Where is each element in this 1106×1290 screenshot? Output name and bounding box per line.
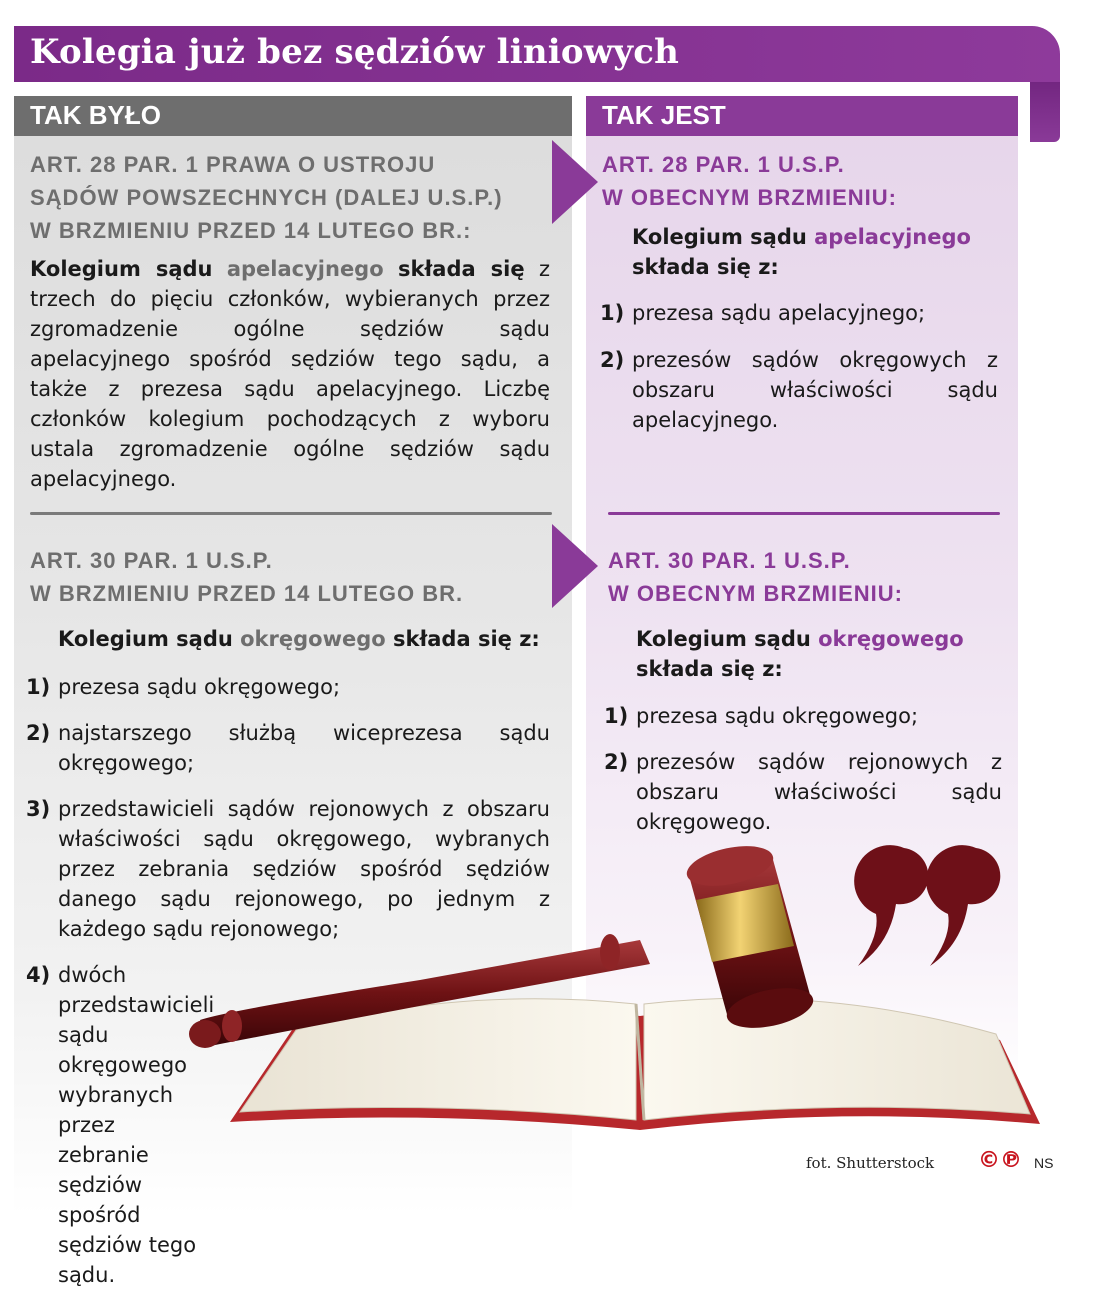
right-section1-lead: Kolegium sądu apelacyjnego składa się z: (632, 225, 971, 279)
header-before: TAK BYŁO (30, 100, 161, 130)
list-item: 2) najstarszego służbą wiceprezesa sądu okręgowego; (26, 721, 550, 775)
header-now: TAK JEST (602, 100, 726, 130)
photo-credit: fot. Shutterstock (806, 1154, 935, 1172)
right-section1-heading: ART. 28 PAR. 1 U.S.P. W OBECNYM BRZMIENIU: (602, 152, 897, 210)
list-item: 2) prezesów sądów rejonowych z obszaru właściwości sądu okręgowego. (604, 750, 1002, 834)
left-section2-lead: Kolegium sądu okręgowego składa się z: (58, 627, 540, 651)
list-item: 2) prezesów sądów okręgowych z obszaru właściwości sądu apelacyjnego. (600, 348, 998, 432)
list-item: 1) prezesa sądu okręgowego; (26, 675, 341, 699)
page-title: Kolegia już bez sędziów liniowych (30, 32, 680, 72)
copyright-icon: ©℗ (978, 1148, 1022, 1173)
author-initials: NS (1034, 1155, 1054, 1171)
list-item: 3) przedstawicieli sądów rejonowych z obszaru właściwości sądu okręgowego, wybranych przez zebrania sędziów spośród sędziów danego sądu rejonowego, po jednym z każdego sądu rejonowego; (26, 797, 550, 941)
left-section1-text: Kolegium sądu apelacyjnego składa się z trzech do pięciu członków, wybieranych przez zgromadzenie ogólne sędziów sądu apelacyjnego spośród sędziów tego sądu, a także z prezesa sądu apelacyjnego. Liczbę członków kolegium pochodzących z wyboru ustala zgromadzenie ogólne sędziów sądu apelacyjnego. (30, 257, 550, 491)
left-section2-heading: ART. 30 PAR. 1 U.S.P. W BRZMIENIU PRZED 14 LUTEGO BR. (30, 548, 464, 606)
list-item: 1) prezesa sądu apelacyjnego; (600, 301, 926, 325)
list-item: 1) prezesa sądu okręgowego; (604, 704, 919, 728)
right-section2-heading: ART. 30 PAR. 1 U.S.P. W OBECNYM BRZMIENIU: (608, 548, 903, 606)
list-item: 4) dwóch przedstawicieli sądu okręgowego wybranych przez zebranie sędziów spośród sędziów tego sądu. (26, 963, 215, 1287)
left-section1-heading: ART. 28 PAR. 1 PRAWA O USTROJU SĄDÓW POWSZECHNYCH (DALEJ U.S.P.) W BRZMIENIU PRZED 14 LUTEGO BR.: (30, 152, 503, 243)
right-section2-lead: Kolegium sądu okręgowego składa się z: (636, 627, 964, 681)
quote-mark-icon (854, 845, 1000, 966)
